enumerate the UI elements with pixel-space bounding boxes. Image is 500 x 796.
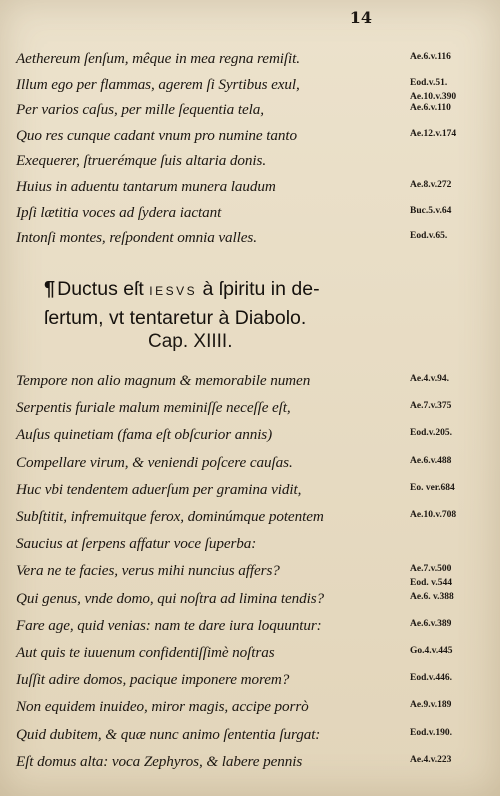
verse-line: Eſt domus alta: voca Zephyros, & labere pennis — [16, 752, 303, 770]
marginal-reference: Ae.9.v.189 — [410, 700, 452, 711]
heading-line2: ſertum, vt tentaretur à Diabolo. — [44, 307, 307, 329]
verse-line: Vera ne te facies, verus mihi nuncius affers? — [16, 562, 280, 580]
verse-row — [0, 426, 500, 448]
verse-row — [0, 372, 500, 394]
verse-row — [0, 204, 500, 226]
marginal-reference: Ae.4.v.223 — [410, 754, 452, 765]
marginal-reference: Ae.6.v.488 — [410, 455, 452, 466]
verse-line: Tempore non alio magnum & memorabile numen — [16, 372, 311, 389]
verse-row — [0, 590, 500, 612]
page-number: 14 — [349, 8, 372, 27]
marginal-reference: Buc.5.v.64 — [410, 205, 452, 216]
marginal-reference: Ae.4.v.94. — [410, 374, 450, 384]
verse-row — [0, 152, 500, 174]
verse-line: Illum ego per flammas, agerem ſi Syrtibus exul, — [16, 75, 300, 93]
verse-line: Per varios caſus, per mille ſequentia tela, — [16, 101, 264, 119]
marginal-reference: Eod. v.544 — [410, 578, 452, 589]
verse-row — [0, 644, 500, 666]
heading-name: IESVS — [149, 284, 198, 298]
verse-row — [0, 454, 500, 476]
verse-row — [0, 617, 500, 639]
pilcrow-mark: ¶ — [44, 278, 56, 300]
verse-line: Auſus quinetiam (fama eſt obſcurior annis) — [16, 426, 273, 444]
verse-row — [0, 481, 500, 503]
verse-line: Compellare virum, & veniendi poſcere cauſas. — [16, 453, 293, 471]
heading-line1-pre: Ductus eſt — [57, 278, 150, 300]
marginal-reference: Ae.7.v.500 — [410, 564, 452, 575]
verse-line: Ipſi lætitia voces ad ſydera iactant — [16, 203, 222, 221]
verse-line: Intonſi montes, reſpondent omnia valles. — [16, 229, 257, 247]
verse-line: Non equidem inuideo, miror magis, accipe porrò — [16, 698, 309, 716]
verse-line: Subſtitit, infremuitque ferox, dominúmque potentem — [16, 508, 324, 525]
marginal-reference: Ae.6. v.388 — [410, 591, 454, 602]
verse-row — [0, 178, 500, 200]
verse-line: Serpentis furiale malum meminiſſe neceſſe eſt, — [16, 399, 291, 417]
marginal-reference: Ae.6.v.110 — [410, 103, 451, 114]
marginal-reference: Go.4.v.445 — [410, 646, 453, 656]
verse-line: Fare age, quid venias: nam te dare iura loquuntur: — [16, 616, 322, 634]
marginal-reference: Eod.v.65. — [410, 231, 448, 242]
verse-row — [0, 50, 500, 72]
marginal-reference: Eo. ver.684 — [410, 482, 455, 493]
verse-row — [0, 753, 500, 775]
marginal-reference: Ae.6.v.389 — [410, 618, 452, 629]
verse-row — [0, 127, 500, 149]
verse-row — [0, 726, 500, 748]
marginal-reference: Ae.12.v.174 — [410, 128, 457, 139]
verse-row — [0, 508, 500, 530]
marginal-reference: Ae.8.v.272 — [410, 180, 452, 190]
verse-row — [0, 229, 500, 251]
verse-line: Qui genus, vnde domo, qui noſtra ad limina tendis? — [16, 589, 325, 607]
verse-line: Saucius at ſerpens affatur voce ſuperba: — [16, 535, 257, 553]
marginal-reference: Eod.v.446. — [410, 673, 452, 684]
verse-line: Quo res cunque cadant vnum pro numine tanto — [16, 126, 297, 144]
marginal-reference: Eod.v.51. — [410, 77, 448, 88]
chapter-number: Cap. XIIII. — [148, 331, 233, 352]
verse-row — [0, 562, 500, 589]
marginal-reference: Ae.10.v.708 — [410, 510, 457, 520]
verse-line: Aethereum ſenſum, mêque in mea regna remiſit. — [16, 50, 300, 67]
marginal-reference: Eod.v.205. — [410, 428, 452, 439]
verse-line: Iuſſit adire domos, pacique imponere morem? — [16, 671, 290, 689]
verse-line: Exequerer, ſtruerémque ſuis altaria donis. — [16, 152, 267, 170]
marginal-reference: Ae.10.v.390 — [410, 91, 457, 102]
verse-line: Huc vbi tendentem aduerſum per gramina vidit, — [16, 480, 302, 498]
verse-row — [0, 671, 500, 693]
verse-line: Aut quis te iuuenum confidentiſſimè noſtras — [16, 644, 275, 661]
verse-line: Huius in aduentu tantarum munera laudum — [16, 178, 276, 195]
verse-row — [0, 399, 500, 421]
chapter-heading — [44, 276, 464, 332]
marginal-reference: Eod.v.190. — [410, 727, 452, 738]
marginal-reference: Ae.7.v.375 — [410, 401, 452, 412]
verse-row — [0, 698, 500, 720]
marginal-reference: Ae.6.v.116 — [410, 52, 451, 62]
verse-line: Quid dubitem, & quæ nunc animo ſententia ſurgat: — [16, 725, 321, 743]
verse-row — [0, 535, 500, 557]
verse-row — [0, 101, 500, 123]
heading-line1-post: à ſpiritu in de- — [197, 278, 320, 300]
verse-row — [0, 75, 500, 102]
